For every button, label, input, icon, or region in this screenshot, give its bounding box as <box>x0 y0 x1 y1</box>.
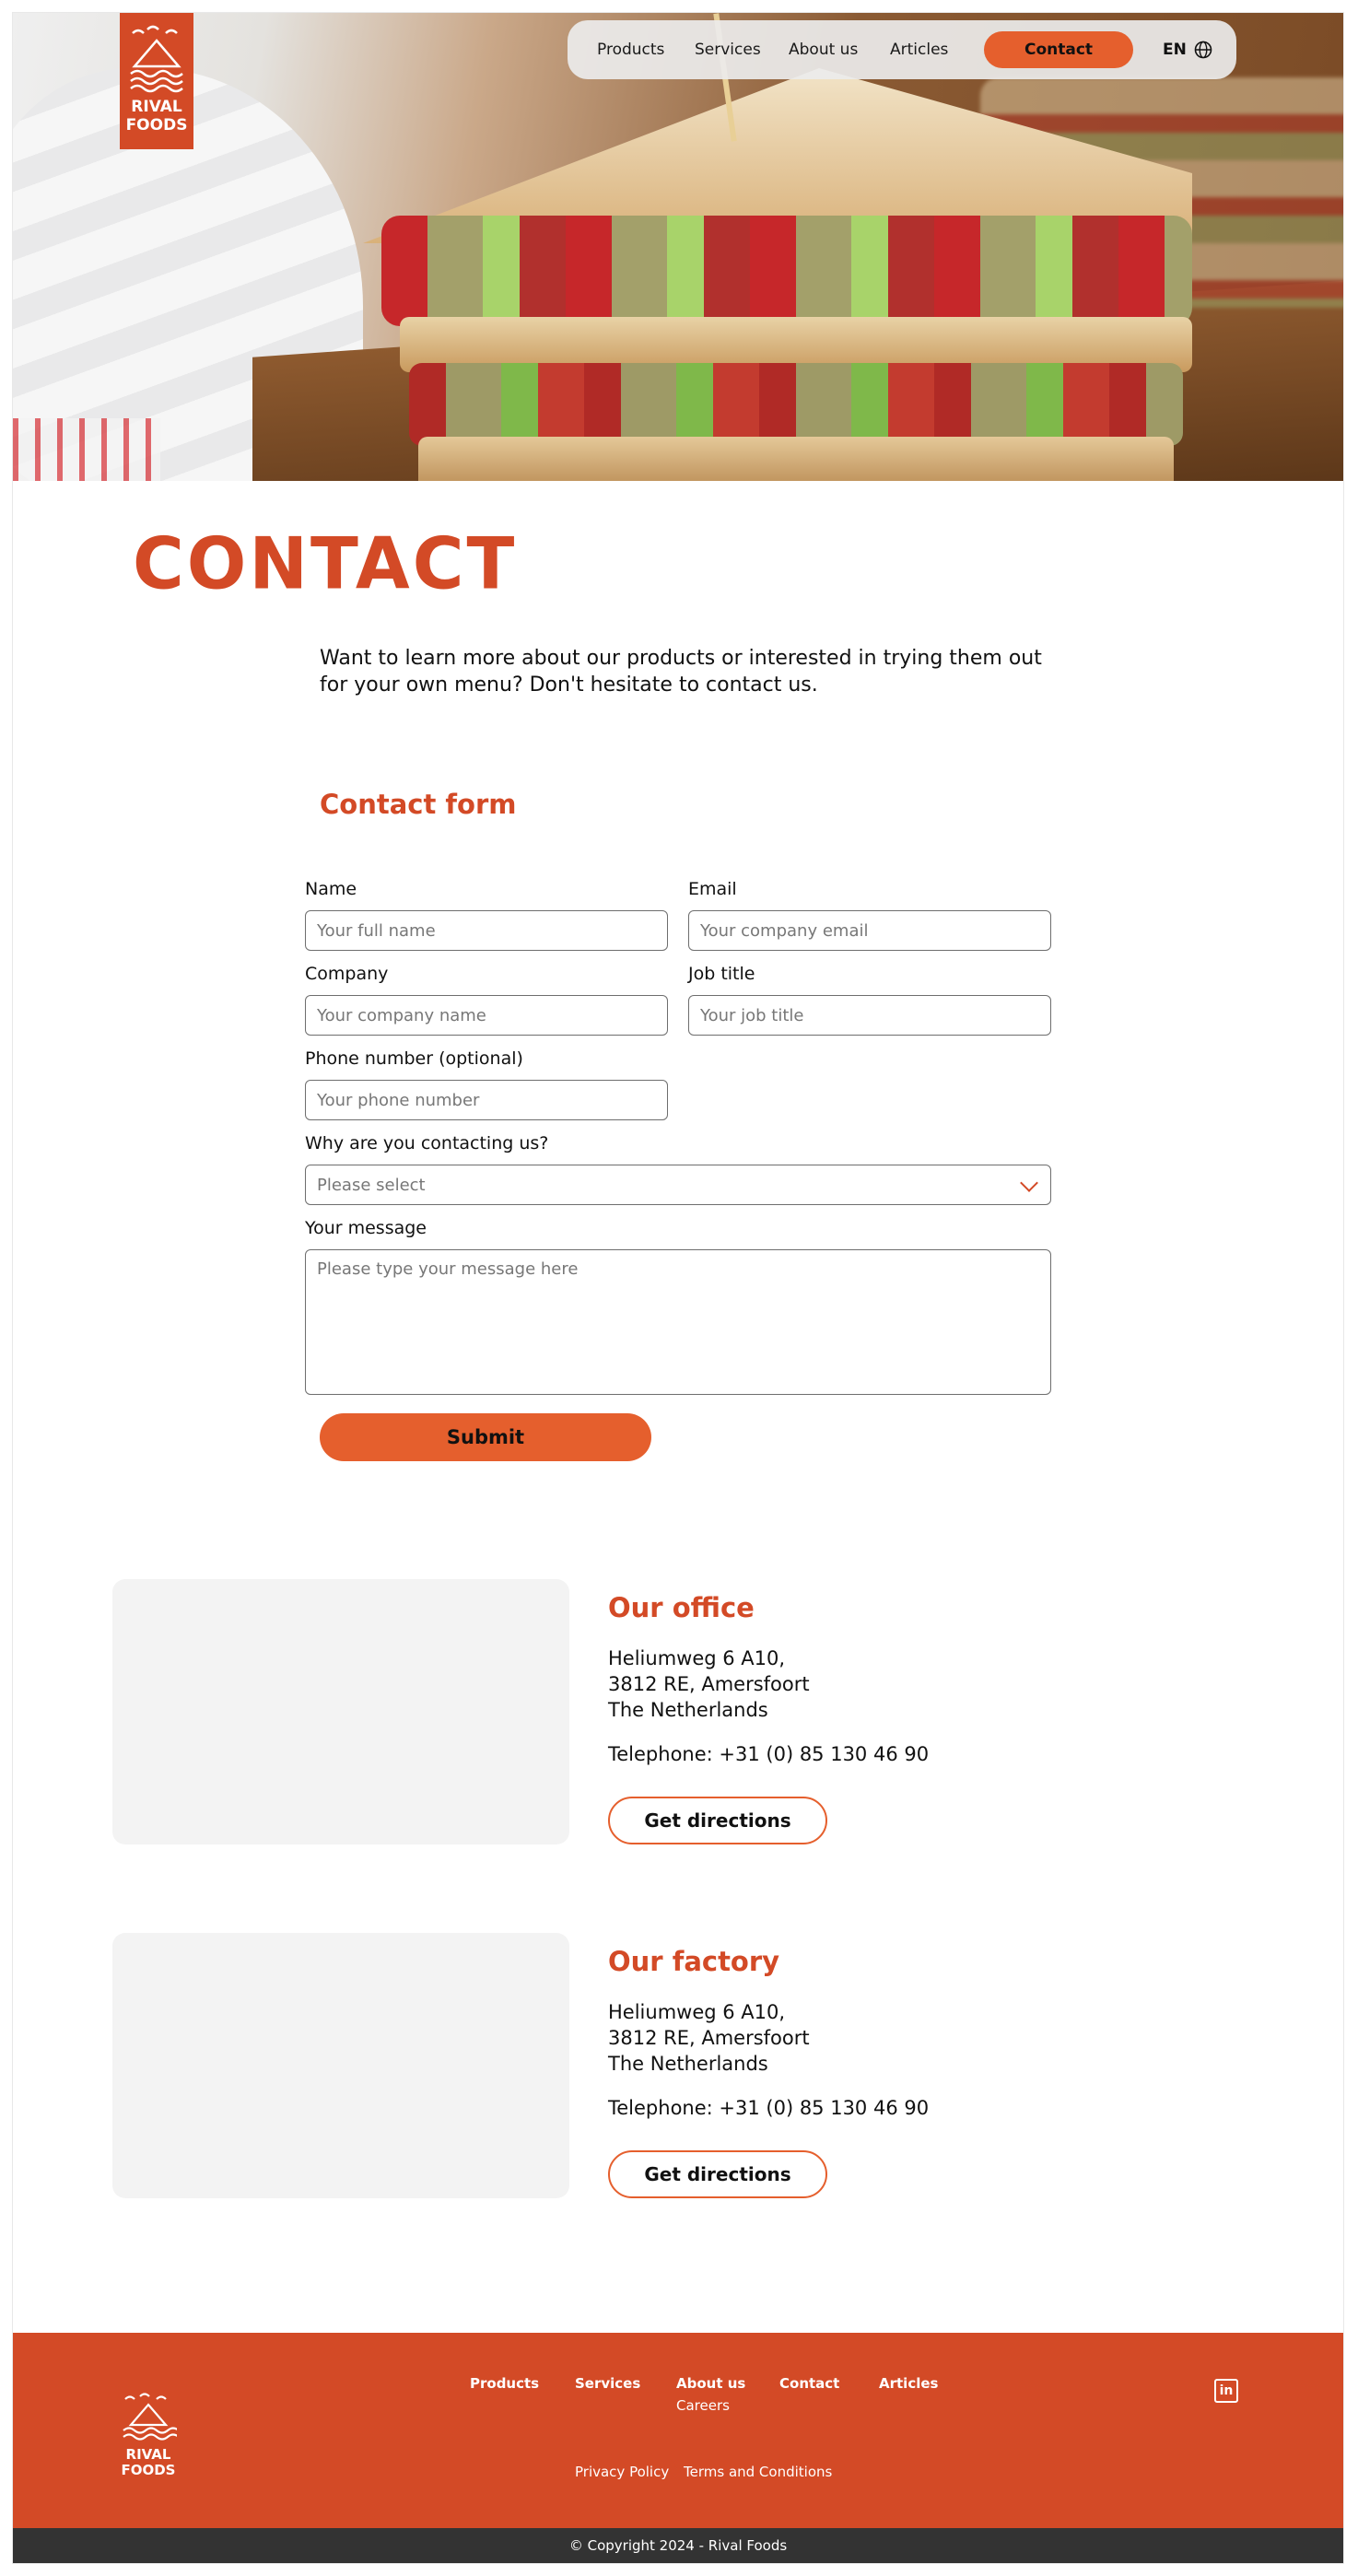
form-title: Contact form <box>320 789 517 820</box>
footer <box>13 2333 1343 2528</box>
footer-privacy-link[interactable]: Privacy Policy <box>575 2464 670 2480</box>
footer-link-articles[interactable]: Articles <box>879 2375 939 2392</box>
footer-link-services[interactable]: Services <box>575 2375 641 2392</box>
brand-logo[interactable] <box>120 13 193 149</box>
factory-directions-button[interactable]: Get directions <box>608 2150 827 2198</box>
top-nav <box>568 20 1236 79</box>
job-title-label: Job title <box>688 964 755 984</box>
footer-link-careers[interactable]: Careers <box>676 2397 730 2414</box>
office-phone: Telephone: +31 (0) 85 130 46 90 <box>608 1743 930 1765</box>
nav-contact-button[interactable]: Contact <box>984 31 1133 68</box>
globe-icon <box>1194 41 1212 59</box>
phone-label: Phone number (optional) <box>305 1048 523 1069</box>
office-directions-button[interactable]: Get directions <box>608 1797 827 1844</box>
message-label: Your message <box>305 1218 427 1238</box>
footer-logo-icon <box>120 2392 177 2443</box>
hero-image <box>13 13 1343 481</box>
nav-products[interactable]: Products <box>597 41 665 59</box>
factory-phone: Telephone: +31 (0) 85 130 46 90 <box>608 2097 930 2119</box>
nav-about-us[interactable]: About us <box>789 41 859 59</box>
company-input[interactable]: Your company name <box>305 995 668 1036</box>
email-label: Email <box>688 879 737 899</box>
copyright-bar: © Copyright 2024 - Rival Foods <box>13 2528 1343 2563</box>
nav-articles[interactable]: Articles <box>890 41 949 59</box>
page-frame <box>13 13 1343 2563</box>
factory-title: Our factory <box>608 1946 780 1977</box>
chevron-down-icon <box>1020 1174 1038 1192</box>
page-title: CONTACT <box>133 521 518 605</box>
linkedin-icon[interactable]: in <box>1214 2379 1238 2403</box>
footer-link-about-us[interactable]: About us <box>676 2375 746 2392</box>
message-textarea[interactable]: Please type your message here <box>305 1249 1051 1395</box>
email-input[interactable]: Your company email <box>688 910 1051 951</box>
intro-text: Want to learn more about our products or interested in trying them out for your own menu? Don't hesitate to contact us. <box>320 647 1042 697</box>
footer-link-contact[interactable]: Contact <box>779 2375 840 2392</box>
office-title: Our office <box>608 1592 755 1623</box>
reason-label: Why are you contacting us? <box>305 1133 549 1153</box>
phone-input[interactable]: Your phone number <box>305 1080 668 1120</box>
reason-select-value: Please select <box>317 1175 426 1195</box>
reason-select[interactable] <box>305 1165 1051 1205</box>
name-label: Name <box>305 879 357 899</box>
factory-map-placeholder <box>112 1933 569 2198</box>
job-title-input[interactable]: Your job title <box>688 995 1051 1036</box>
office-address: Heliumweg 6 A10, 3812 RE, Amersfoort The Netherlands <box>608 1647 810 1721</box>
company-label: Company <box>305 964 389 984</box>
language-selector[interactable] <box>1163 20 1212 79</box>
footer-terms-link[interactable]: Terms and Conditions <box>684 2464 833 2480</box>
submit-button[interactable]: Submit <box>320 1413 651 1461</box>
logo-text: RIVAL FOODS <box>125 98 188 135</box>
language-label: EN <box>1163 41 1187 59</box>
footer-link-products[interactable]: Products <box>470 2375 540 2392</box>
nav-services[interactable]: Services <box>695 41 761 59</box>
name-input[interactable]: Your full name <box>305 910 668 951</box>
office-map-placeholder <box>112 1579 569 1844</box>
footer-logo[interactable]: RIVAL FOODS <box>120 2392 177 2478</box>
factory-address: Heliumweg 6 A10, 3812 RE, Amersfoort The Netherlands <box>608 2001 810 2075</box>
